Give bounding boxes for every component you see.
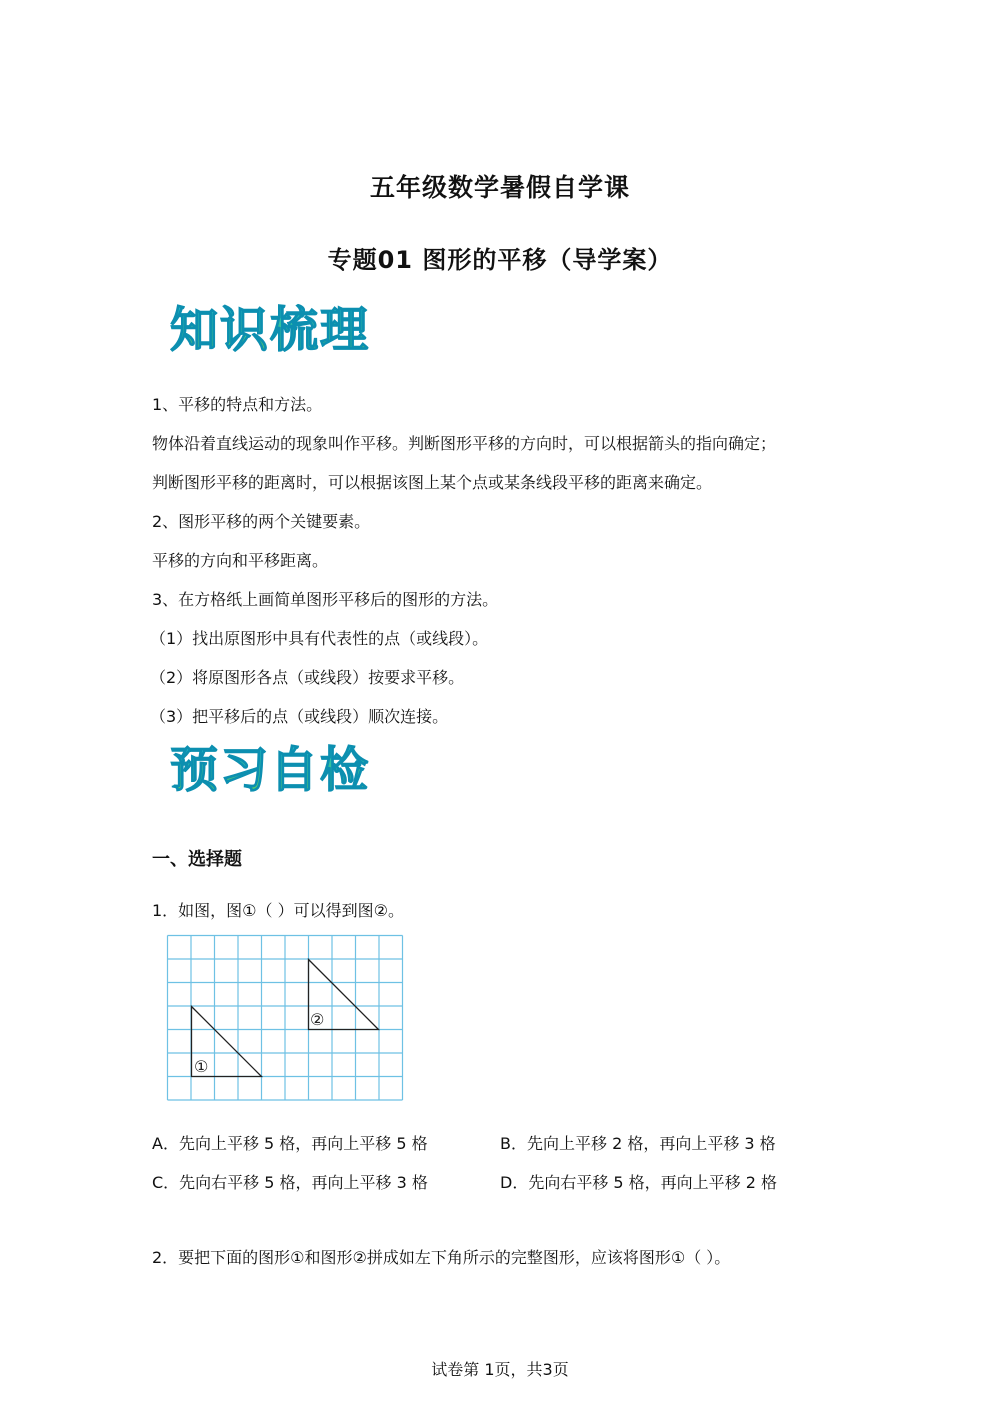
knowledge-line-8: （2）将原图形各点（或线段）按要求平移。 [150,668,465,687]
section-heading: 一、选择题 [152,849,242,870]
knowledge-banner [168,298,388,362]
question-1-figure [166,934,406,1108]
option-b[interactable]: B．先向上平移 2 格，再向上平移 3 格 [500,1134,776,1153]
option-d[interactable]: D．先向右平移 5 格，再向上平移 2 格 [500,1173,778,1192]
knowledge-line-5: 平移的方向和平移距离。 [152,551,329,570]
triangle-1-label: ① [194,1057,209,1076]
triangle-2-label: ② [310,1010,325,1029]
preview-banner-graphic [168,738,388,798]
question-1-stem: 1．如图，图①（ ）可以得到图②。 [152,901,404,920]
preview-banner [168,738,388,802]
knowledge-line-3: 判断图形平移的距离时，可以根据该图上某个点或某条线段平移的距离来确定。 [152,473,713,492]
knowledge-line-1: 1、平移的特点和方法。 [152,395,323,414]
option-c[interactable]: C．先向右平移 5 格，再向上平移 3 格 [152,1173,428,1192]
knowledge-line-6: 3、在方格纸上画简单图形平移后的图形的方法。 [152,590,499,609]
preview-banner-text: 预习自检 [170,742,371,798]
knowledge-banner-graphic [168,298,388,358]
knowledge-line-9: （3）把平移后的点（或线段）顺次连接。 [150,707,449,726]
knowledge-line-4: 2、图形平移的两个关键要素。 [152,512,371,531]
option-a[interactable]: A．先向上平移 5 格，再向上平移 5 格 [152,1134,428,1153]
grid-figure [166,934,406,1104]
question-2-stem: 2．要把下面的图形①和图形②拼成如左下角所示的完整图形，应该将图形①（ ）。 [152,1248,731,1267]
main-title: 五年级数学暑假自学课 [369,173,630,202]
page-footer: 试卷第 1页，共3页 [431,1360,569,1379]
knowledge-line-2: 物体沿着直线运动的现象叫作平移。判断图形平移的方向时，可以根据箭头的指向确定； [152,434,777,453]
knowledge-line-7: （1）找出原图形中具有代表性的点（或线段）。 [150,629,489,648]
subtitle: 专题01 图形的平移（导学案） [327,246,673,274]
knowledge-banner-text: 知识梳理 [170,302,371,358]
